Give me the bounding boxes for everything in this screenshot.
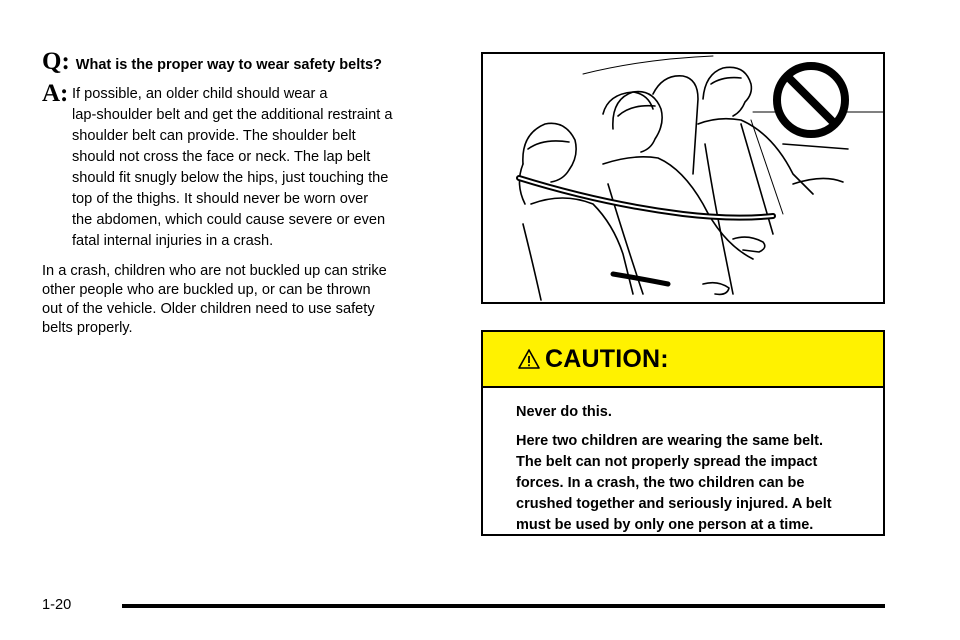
caution-title: CAUTION: — [545, 344, 669, 373]
answer-mark: A: — [42, 80, 69, 107]
caution-box — [481, 330, 885, 536]
warning-triangle-icon — [517, 347, 541, 371]
caution-body — [483, 388, 883, 536]
answer-line: the abdomen, which could cause severe or even — [72, 212, 386, 228]
paragraph-line: out of the vehicle. Older children need to use safety — [42, 301, 375, 317]
seatbelt-illustration — [481, 52, 885, 304]
caution-header — [483, 332, 883, 388]
footer-rule — [122, 604, 885, 608]
paragraph-line: other people who are buckled up, or can be thrown — [42, 282, 371, 298]
question-answer-block — [42, 48, 442, 252]
answer-row — [42, 80, 442, 252]
answer-line: should not cross the face or neck. The lap belt — [72, 149, 371, 165]
answer-line: lap-shoulder belt and get the additional restraint a — [72, 107, 393, 123]
question-row — [42, 48, 442, 76]
caution-line: crushed together and seriously injured. A belt — [516, 496, 832, 512]
caution-line: The belt can not properly spread the impact — [516, 454, 818, 470]
page-number: 1-20 — [42, 597, 72, 613]
body-paragraph — [42, 262, 442, 338]
paragraph-line: belts properly. — [42, 320, 133, 336]
answer-line: should fit snugly below the hips, just touching the — [72, 170, 389, 186]
caution-lead: Never do this. — [516, 404, 612, 420]
answer-line: shoulder belt can provide. The shoulder belt — [72, 128, 356, 144]
answer-line: If possible, an older child should wear a — [72, 86, 328, 102]
seatbelt-drawing — [483, 54, 883, 302]
answer-line: fatal internal injuries in a crash. — [72, 233, 274, 249]
answer-line: top of the thighs. It should never be worn over — [72, 191, 369, 207]
question-mark: Q: — [42, 48, 70, 75]
caution-line: forces. In a crash, the two children can be — [516, 475, 805, 491]
left-column — [42, 48, 442, 338]
paragraph-line: In a crash, children who are not buckled up can strike — [42, 263, 387, 279]
question-text: What is the proper way to wear safety belts? — [75, 57, 382, 73]
caution-text — [516, 431, 863, 536]
caution-line: Here two children are wearing the same belt. — [516, 433, 824, 449]
answer-text — [72, 84, 392, 252]
caution-line: must be used by only one person at a time. — [516, 517, 814, 533]
no-symbol-icon — [777, 66, 845, 134]
